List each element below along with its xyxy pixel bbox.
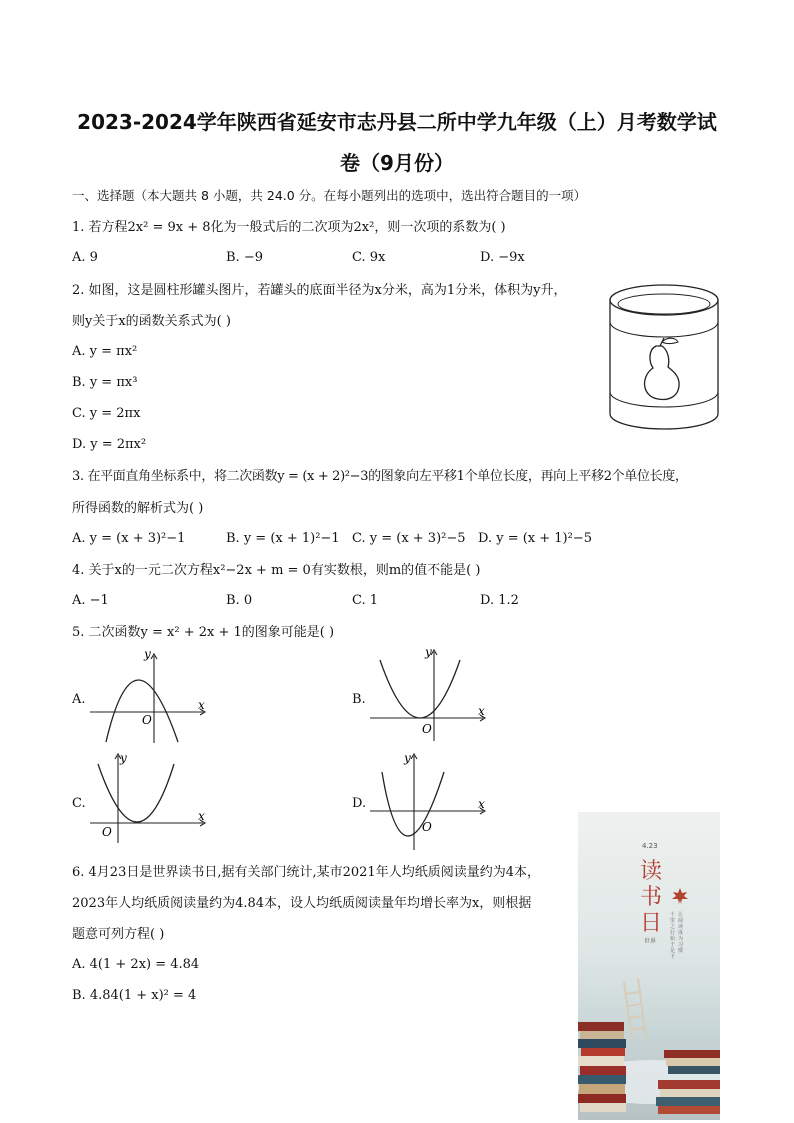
- graph-b-y-label: y: [425, 648, 432, 659]
- graph-a-curve: [106, 680, 178, 742]
- question-3-stem-line1: 3. 在平面直角坐标系中，将二次函数y = (x + 2)²−3的图象向左平移1个单位长度，再向上平移2个单位长度，: [72, 469, 688, 484]
- q6-option-a: A. 4(1 + 2x) = 4.84: [72, 957, 200, 972]
- graph-d: [368, 750, 493, 855]
- can-figure: [606, 280, 726, 430]
- graph-c: [88, 750, 213, 845]
- graph-a: [88, 650, 213, 745]
- question-6-stem-line1: 6. 4月23日是世界读书日,据有关部门统计,某市2021年人均纸质阅读量约为4本，: [72, 865, 540, 880]
- poster-char-1: 读: [640, 859, 663, 884]
- can-band-top: [610, 322, 718, 337]
- question-5-stem: 5. 二次函数y = x² + 2x + 1的图象可能是( ): [72, 625, 335, 640]
- q4-option-d: D. 1.2: [480, 593, 519, 608]
- q5-label-a: A.: [72, 692, 86, 707]
- page-title-line1: 2023-2024学年陕西省延安市志丹县二所中学九年级（上）月考数学试: [77, 110, 717, 134]
- section-heading: 一、选择题（本大题共 8 小题，共 24.0 分。在每小题列出的选项中，选出符合题目的一项）: [72, 188, 587, 203]
- q2-option-b: B. y = πx³: [72, 375, 138, 390]
- graph-c-curve: [98, 764, 174, 822]
- q1-option-a: A. 9: [72, 250, 98, 265]
- graph-b: [368, 648, 493, 743]
- poster-small-text: 世界: [644, 938, 657, 945]
- q2-option-a: A. y = πx²: [72, 344, 138, 359]
- poster-char-2: 书: [640, 885, 663, 910]
- graph-c-origin-label: O: [102, 825, 112, 839]
- question-6-stem-line2: 2023年人均纸质阅读量约为4.84本，设人均纸质阅读量年均增长率为x，则根据: [72, 896, 532, 911]
- q3-option-d: D. y = (x + 1)²−5: [478, 531, 593, 546]
- q4-option-a: A. −1: [72, 593, 109, 608]
- question-3-stem-line2: 所得函数的解析式为( ): [72, 501, 204, 516]
- book-stack-illustration: [578, 962, 720, 1120]
- maple-leaf-icon: [670, 886, 690, 906]
- graph-d-curve: [382, 772, 444, 836]
- graph-b-origin-label: O: [422, 722, 432, 736]
- q5-label-d: D.: [352, 796, 367, 811]
- poster-char-3: 日: [640, 911, 663, 936]
- q2-option-c: C. y = 2πx: [72, 406, 141, 421]
- graph-a-y-label: y: [144, 650, 151, 661]
- q4-option-b: B. 0: [226, 593, 253, 608]
- q6-option-b: B. 4.84(1 + x)² = 4: [72, 988, 197, 1003]
- poster-side-text-1: 让阅读成为习惯: [678, 912, 684, 954]
- q1-option-c: C. 9x: [352, 250, 386, 265]
- can-body: [610, 300, 718, 429]
- question-2-stem-line1: 2. 如图，这是圆柱形罐头图片，若罐头的底面半径为x分米，高为1分米，体积为y升，: [72, 283, 567, 298]
- book-day-poster: [578, 812, 720, 1120]
- poster-side-text-2: 千里之行始于足下: [670, 912, 676, 960]
- q3-option-b: B. y = (x + 1)²−1: [226, 531, 340, 546]
- q2-option-d: D. y = 2πx²: [72, 437, 147, 452]
- q1-option-d: D. −9x: [480, 250, 525, 265]
- graph-c-y-label: y: [120, 751, 127, 765]
- can-top: [610, 285, 718, 315]
- poster-date-top: 4.23: [642, 842, 658, 850]
- q5-label-c: C.: [72, 796, 86, 811]
- pear-icon: [645, 346, 680, 399]
- graph-b-curve: [380, 660, 460, 718]
- graph-c-x-label: x: [198, 809, 205, 823]
- q3-option-c: C. y = (x + 3)²−5: [352, 531, 466, 546]
- graph-a-x-label: x: [198, 698, 205, 712]
- graph-d-y-label: y: [404, 751, 411, 765]
- question-2-stem-line2: 则y关于x的函数关系式为( ): [72, 314, 231, 329]
- question-6-stem-line3: 题意可列方程( ): [72, 927, 165, 942]
- graph-d-x-label: x: [478, 797, 485, 811]
- question-4-stem: 4. 关于x的一元二次方程x²−2x + m = 0有实数根，则m的值不能是( ): [72, 563, 481, 578]
- page-title-line2: 卷（9月份）: [340, 151, 454, 175]
- q1-option-b: B. −9: [226, 250, 263, 265]
- graph-a-origin-label: O: [142, 713, 152, 727]
- q4-option-c: C. 1: [352, 593, 379, 608]
- graph-b-x-label: x: [478, 704, 485, 718]
- question-1-stem: 1. 若方程2x² = 9x + 8化为一般式后的二次项为2x²，则一次项的系数为( ): [72, 220, 506, 235]
- q3-option-a: A. y = (x + 3)²−1: [72, 531, 186, 546]
- q5-label-b: B.: [352, 692, 366, 707]
- graph-d-origin-label: O: [422, 820, 432, 834]
- pear-leaf: [662, 338, 678, 343]
